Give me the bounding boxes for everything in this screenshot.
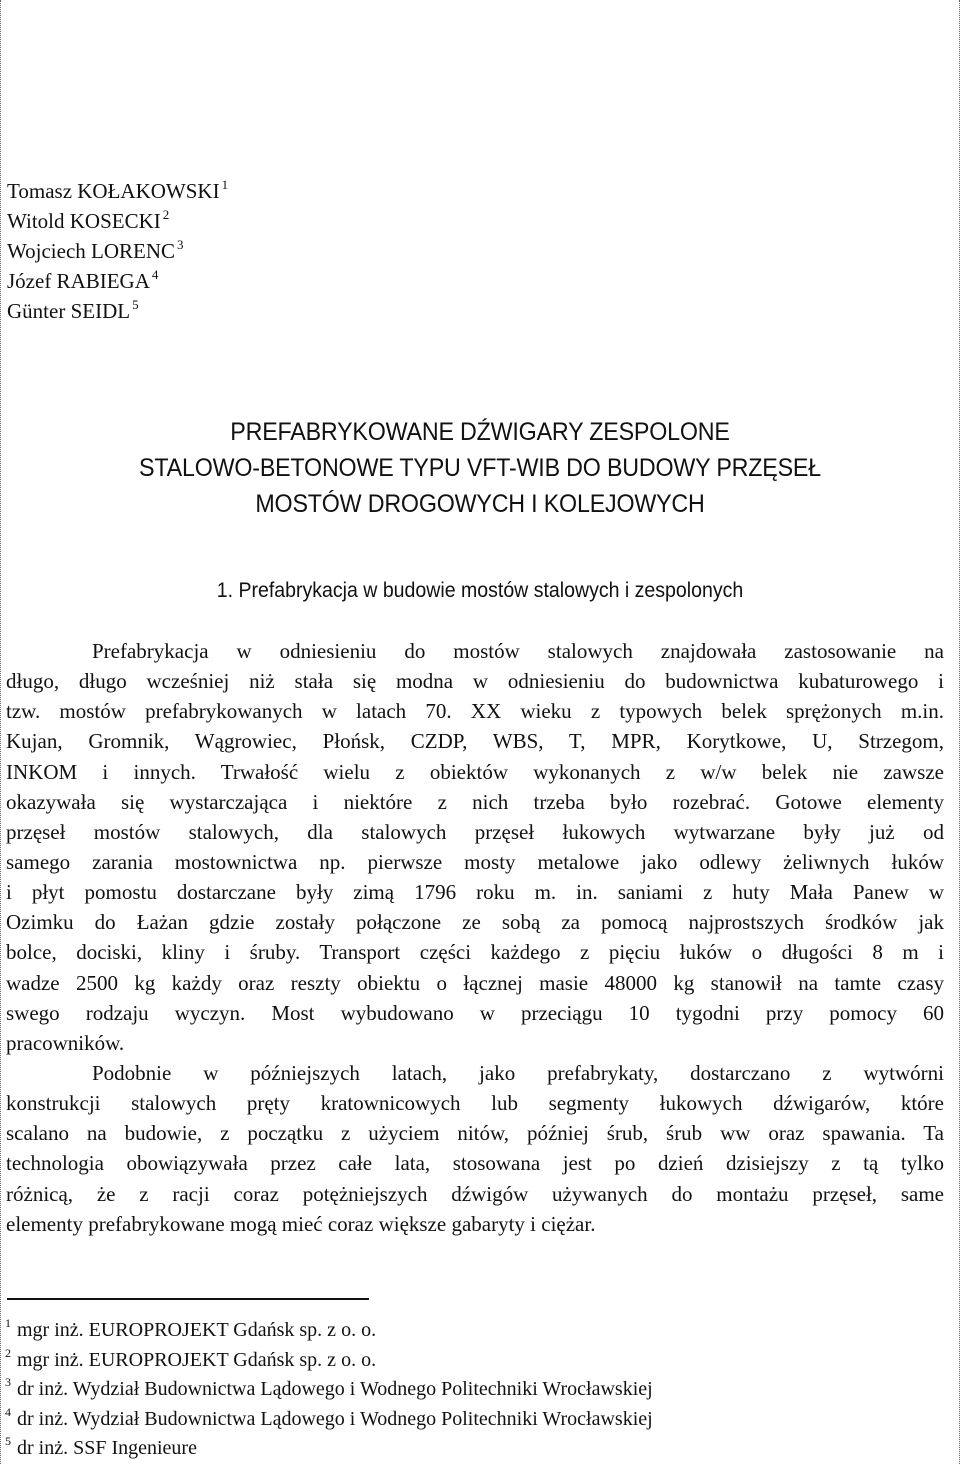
text-line: samego zarania mostownictwa np. pierwsze mosty metalowe jako odlewy żeliwnych łuków	[6, 849, 944, 874]
author-name: Witold KOSECKI	[7, 209, 161, 233]
text-line: pracowników.	[6, 1030, 125, 1055]
footnote-separator	[7, 1298, 369, 1300]
text-line: Prefabrykacja w odniesieniu do mostów stalowych znajdowała zastosowanie na	[92, 639, 944, 663]
footnote-text: mgr inż. EUROPROJEKT Gdańsk sp. z o. o.	[17, 1319, 377, 1341]
text-line: wadze 2500 kg każdy oraz reszty obiektu o łącznej masie 48000 kg stanowił na tamte czasy	[6, 970, 944, 995]
footnotes	[5, 1316, 653, 1464]
text-line: tzw. mostów prefabrykowanych w latach 70. XX wieku z typowych belek sprężonych m.in.	[6, 699, 944, 724]
body-text	[6, 636, 944, 1239]
footnote-mark: 5	[132, 297, 139, 312]
text-line: swego rodzaju wyczyn. Most wybudowano w przeciągu 10 tygodni przy pomocy 60	[6, 1000, 944, 1025]
title-line: STALOWO-BETONOWE TYPU VFT-WIB DO BUDOWY PRZĘSEŁ	[139, 454, 821, 482]
text-line: przęseł mostów stalowych, dla stalowych przęseł łukowych wytwarzane były już od	[6, 819, 944, 844]
footnote-text: dr inż. SSF Ingenieure	[17, 1437, 197, 1459]
author-name: Tomasz KOŁAKOWSKI	[7, 179, 220, 203]
footnote-mark: 2	[5, 1345, 11, 1360]
text-line: konstrukcji stalowych pręty kratownicowych lub segmenty łukowych dźwigarów, które	[6, 1091, 944, 1116]
title-line: MOSTÓW DROGOWYCH I KOLEJOWYCH	[255, 490, 705, 518]
text-line: okazywała się wystarczająca i niektóre z nich trzeba było rozebrać. Gotowe elementy	[6, 789, 944, 814]
title-line: PREFABRYKOWANE DŹWIGARY ZESPOLONE	[230, 418, 730, 446]
author	[7, 176, 228, 206]
footnote-mark: 4	[5, 1404, 11, 1419]
footnote-mark: 3	[177, 237, 184, 252]
text-line: długo, długo wcześniej niż stała się modna w odniesieniu do budownictwa kubaturowego i	[6, 669, 944, 694]
footnote-mark: 5	[5, 1434, 11, 1448]
text-line: technologia obowiązywała przez całe lata, stosowana jest po dzień dzisiejszy z tą tylko	[6, 1151, 944, 1176]
footnote-mark: 3	[5, 1375, 11, 1389]
text-line: Kujan, Gromnik, Wągrowiec, Płońsk, CZDP, WBS, T, MPR, Korytkowe, U, Strzegom,	[6, 729, 944, 754]
paper-title	[7, 414, 953, 522]
author	[7, 296, 228, 326]
footnote	[5, 1316, 653, 1346]
text-line: scalano na budowie, z początku z użyciem nitów, później śrub, śrub ww oraz spawania. Ta	[6, 1121, 944, 1146]
text-line: INKOM i innych. Trwałość wielu z obiektów wykonanych z w/w belek nie zawsze	[6, 759, 944, 784]
text-line: Ozimku do Łażan gdzie zostały połączone ze sobą za pomocą najprostszych środków jak	[6, 910, 944, 935]
footnote-text: mgr inż. EUROPROJEKT Gdańsk sp. z o. o.	[17, 1348, 377, 1371]
footnote	[5, 1375, 653, 1405]
author-name: Józef RABIEGA	[7, 269, 150, 293]
author	[7, 266, 228, 296]
footnote	[5, 1346, 653, 1376]
author	[7, 206, 228, 236]
footnote	[5, 1434, 653, 1464]
author	[7, 236, 228, 266]
footnote-mark: 1	[5, 1316, 11, 1330]
text-line: elementy prefabrykowane mogą mieć coraz większe gabaryty i ciężar.	[6, 1211, 596, 1236]
footnote-mark: 2	[162, 207, 170, 222]
author-name: Wojciech LORENC	[7, 239, 176, 263]
footnote	[5, 1405, 653, 1435]
footnote-mark: 4	[151, 267, 159, 282]
footnote-mark: 1	[221, 177, 229, 192]
text-line: różnicą, że z racji coraz potężniejszych dźwigów używanych do montażu przęseł, same	[6, 1181, 944, 1206]
author-name: Günter SEIDL	[7, 299, 131, 323]
text-line: bolce, dociski, kliny i śruby. Transport części każdego z pięciu łuków o długości 8 m i	[6, 940, 944, 965]
footnote-text: dr inż. Wydział Budownictwa Lądowego i Wodnego Politechniki Wrocławskiej	[17, 1378, 653, 1400]
text-line: Podobnie w późniejszych latach, jako prefabrykaty, dostarczano z wytwórni	[92, 1060, 944, 1085]
author-list	[7, 176, 228, 326]
footnote-text: dr inż. Wydział Budownictwa Lądowego i Wodnego Politechniki Wrocławskiej	[17, 1407, 653, 1430]
section-heading: 1. Prefabrykacja w budowie mostów stalowych i zespolonych	[216, 579, 744, 602]
text-line: i płyt pomostu dostarczane były zimą 1796 roku m. in. saniami z huty Mała Panew w	[6, 880, 944, 905]
